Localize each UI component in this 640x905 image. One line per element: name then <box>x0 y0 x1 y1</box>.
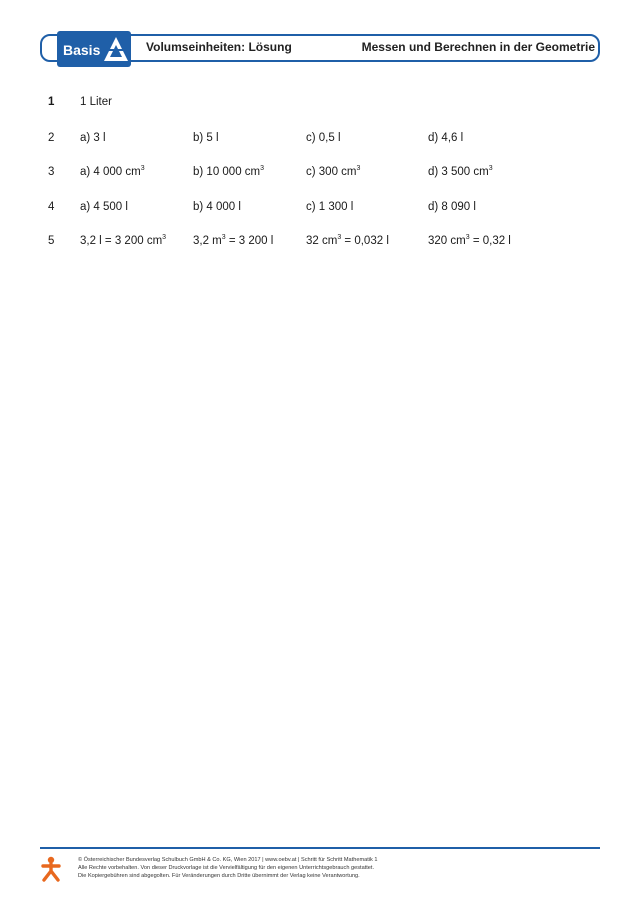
answer-row-3 <box>0 166 640 182</box>
footer-copyright <box>78 856 377 880</box>
answer-row-5 <box>0 235 640 251</box>
answer-cell-c: c) 300 $cm^3$ <box>306 165 361 178</box>
answer-cell-b: b) 5 l <box>193 132 219 144</box>
answer-cell-4: 320 $cm^3 = 0,32$ l <box>428 234 511 247</box>
answer-cell-a: a) 4 000 $cm^3$ <box>80 165 145 178</box>
footer-line-1: © Österreichischer Bundesverlag Schulbuch GmbH & Co. KG, Wien 2017 | www.oebv.at | Schritt für Schritt Mathematik 1 <box>78 857 378 863</box>
footer-line-2: Alle Rechte vorbehalten. Von dieser Druckvorlage ist die Vervielfältigung für den eigenen Unterrichtsgebrauch gestattet. <box>78 865 375 871</box>
answer-cell-a: a) 4 500 l <box>80 201 128 213</box>
subject-title: Messen und Berechnen in der Geometrie <box>361 40 595 54</box>
answer-row-4 <box>0 201 640 217</box>
answer-cell-2: 3,2 $m^3 = 3$ 200 l <box>193 234 274 247</box>
answer-cell-1: 3,2 l = 3 200 $cm^3$ <box>80 234 167 247</box>
footer-divider <box>40 847 600 849</box>
answer-cell-a: a) 3 l <box>80 132 106 144</box>
task-number: 3 <box>48 166 55 178</box>
triangle-ruler-icon <box>103 35 129 63</box>
answer-cell-b: b) 10 000 $cm^3$ <box>193 165 265 178</box>
page-title: Volumseinheiten: Lösung <box>146 40 292 54</box>
answer-cell-d: d) 3 500 $cm^3$ <box>428 165 493 178</box>
task-number: 5 <box>48 235 55 247</box>
footer-line-3: Die Kopiergebühren sind abgegolten. Für Veränderungen durch Dritte übernimmt der Verlag keine Verantwortung. <box>78 873 360 879</box>
basis-badge <box>57 31 131 67</box>
answer-cell-c: c) 0,5 l <box>306 132 341 144</box>
answer-row-2 <box>0 132 640 148</box>
answer-cell-d: d) 8 090 l <box>428 201 476 213</box>
answer-cell-c: c) 1 300 l <box>306 201 354 213</box>
answer-cell: 1 Liter <box>80 96 112 108</box>
task-number: 2 <box>48 132 55 144</box>
task-number: 1 <box>48 96 55 108</box>
task-number: 4 <box>48 201 55 213</box>
answer-cell-3: 32 $cm^3 = 0,032$ l <box>306 234 389 247</box>
publisher-logo-icon <box>40 856 62 882</box>
answer-cell-d: d) 4,6 l <box>428 132 464 144</box>
answer-row-1 <box>0 96 640 112</box>
badge-label: Basis <box>63 42 101 58</box>
answer-cell-b: b) 4 000 l <box>193 201 241 213</box>
